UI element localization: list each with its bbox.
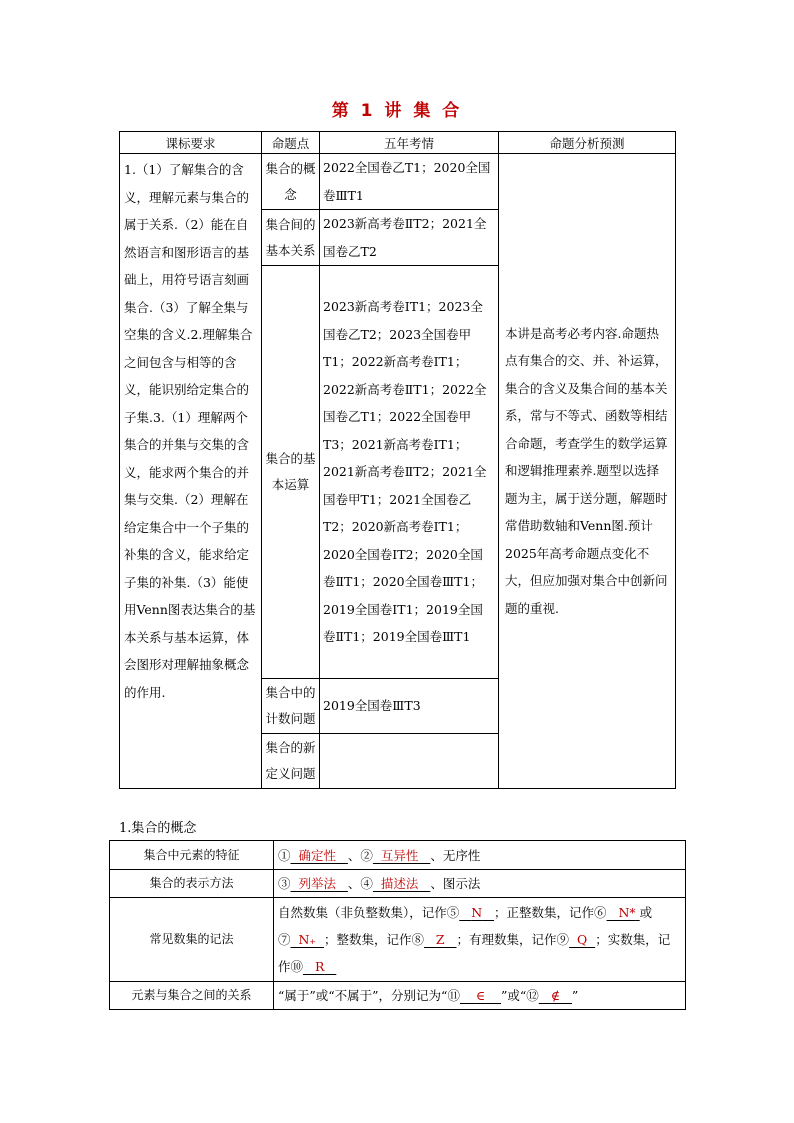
blank-number: ③: [278, 876, 291, 891]
requirements-cell: 1.（1）了解集合的含义，理解元素与集合的属于关系.（2）能在自然语言和图形语言的基础上，用符号语言刻画集合.（3）了解全集与空集的含义.2.理解集合之间包含与相等的含义，能识别给定集合的子集.3.（1）理解两个集合的并集与交集的含义，能求两个集合的并集与交集.（2）理解在给定集合中一个子集的补集的含义，能求给定子集的补集.（3）能使用Venn图表达集合的基本关系与基本运算，体会图形对理解抽象概念的作用.: [120, 154, 262, 789]
exam-cell: 2023新高考卷ⅡT2；2021全国卷乙T2: [320, 210, 499, 266]
overview-table: [119, 131, 676, 789]
features-content: [274, 841, 686, 870]
static-text: “属于”或“不属于”，分别记为“⑪: [278, 988, 460, 1003]
representation-content: [274, 870, 686, 898]
representation-label: 集合的表示方法: [110, 870, 274, 898]
static-text: 、图示法: [430, 876, 481, 891]
concept-row: [110, 982, 686, 1010]
answer-text: ∈: [475, 988, 486, 1003]
concept-table: [109, 840, 686, 1010]
answer-text: 列举法: [298, 876, 336, 891]
answer-text: N*: [618, 905, 636, 920]
blank-number: ①: [278, 847, 291, 863]
prediction-cell: 本讲是高考必考内容.命题热点有集合的交、并、补运算，集合的含义及集合间的基本关系，常与不等式、函数等相结合命题，考查学生的数学运算和逻辑推理素养.题型以选择题为主，属于送分题，解题时常借助数轴和Venn图.预计2025年高考命题点变化不大，但应加强对集合中创新问题的重视.: [499, 154, 676, 789]
number-sets-label: 常见数集的记法: [110, 898, 274, 982]
header-requirements: 课标要求: [120, 132, 262, 154]
header-exams: 五年考情: [320, 132, 499, 154]
overview-row: [120, 154, 676, 210]
static-text: 、无序性: [430, 847, 481, 863]
concept-row: [110, 870, 686, 898]
section-title: 1.集合的概念: [119, 821, 197, 836]
static-text: ；有理数集，记作⑨: [456, 932, 570, 947]
topic-cell: 集合间的基本关系: [262, 210, 320, 266]
exam-cell: 2023新高考卷ⅠT1；2023全国卷乙T2；2023全国卷甲T1；2022新高考卷ⅠT1；2022新高考卷ⅡT1；2022全国卷乙T1；2022全国卷甲T3；2021新高考卷ⅠT1；2021新高考卷ⅡT2；2021全国卷甲T1；2021全国卷乙T2；2020新高考卷ⅠT1；2020全国卷ⅠT2；2020全国卷ⅡT1；2020全国卷ⅢT1；2019全国卷ⅠT1；2019全国卷ⅡT1；2019全国卷ⅢT1: [320, 266, 499, 679]
lesson-title: 第 1 讲 集 合: [331, 101, 463, 121]
static-text: ；整数集，记作⑧: [323, 932, 424, 947]
static-text: 或⑦: [278, 905, 653, 947]
static-text: ；正整数集，记作⑥: [494, 905, 607, 920]
topic-cell: 集合中的计数问题: [262, 679, 320, 734]
relation-content: [274, 982, 686, 1010]
static-text: ”: [571, 988, 579, 1003]
topic-cell: 集合的概念: [262, 154, 320, 210]
answer-text: 确定性: [298, 847, 336, 863]
exam-cell: 2019全国卷ⅢT3: [320, 679, 499, 734]
answer-text: Z: [435, 932, 445, 947]
exam-cell: [320, 734, 499, 789]
answer-text: 描述法: [380, 876, 419, 891]
static-text: ；实数集，记作⑩: [278, 932, 671, 974]
answer-text: Q: [576, 932, 588, 947]
blank-number: ②: [360, 847, 373, 863]
header-prediction: 命题分析预测: [499, 132, 676, 154]
answer-text: N₊: [298, 932, 317, 947]
topic-cell: 集合的新定义问题: [262, 734, 320, 789]
exam-cell: 2022全国卷乙T1；2020全国卷ⅢT1: [320, 154, 499, 210]
number-sets-content: [274, 898, 686, 982]
answer-text: R: [314, 959, 325, 974]
static-text: ”或“⑫: [501, 988, 539, 1003]
blank-number: ④: [360, 876, 373, 891]
answer-text: ∉: [550, 988, 560, 1003]
answer-text: 互异性: [380, 847, 419, 863]
answer-text: N: [471, 905, 483, 920]
features-label: 集合中元素的特征: [110, 841, 274, 870]
separator-text: 、: [347, 847, 361, 863]
separator-text: 、: [347, 876, 361, 891]
topic-cell: 集合的基本运算: [262, 266, 320, 679]
concept-row: [110, 898, 686, 982]
header-topic: 命题点: [262, 132, 320, 154]
concept-row: [110, 841, 686, 870]
static-text: 自然数集（非负整数集），记作⑤: [278, 905, 460, 920]
relation-label: 元素与集合之间的关系: [110, 982, 274, 1010]
overview-header-row: [120, 132, 676, 154]
